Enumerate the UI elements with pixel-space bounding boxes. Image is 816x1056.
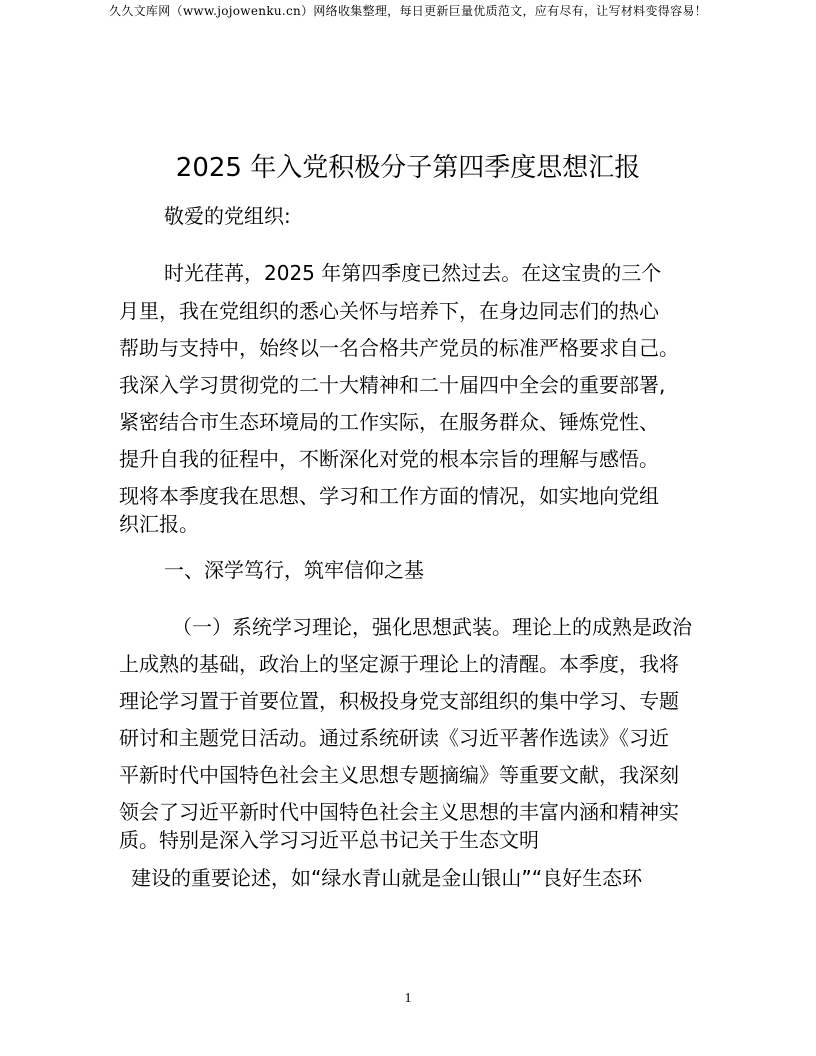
- paragraph-line: 上成熟的基础，政治上的坚定源于理论上的清醒。本季度，我将: [119, 652, 679, 676]
- paragraph-line: 时光荏苒，2025 年第四季度已然过去。在这宝贵的三个: [164, 261, 662, 285]
- salutation: 敬爱的党组织:: [164, 204, 291, 228]
- paragraph-line: 领会了习近平新时代中国特色社会主义思想的丰富内涵和精神实: [119, 800, 679, 824]
- paragraph-line: 研讨和主题党日活动。通过系统研读《习近平著作选读》《习近: [119, 726, 669, 750]
- paragraph-line: 织汇报。: [119, 512, 199, 536]
- paragraph-line: 现将本季度我在思想、学习和工作方面的情况，如实地向党组: [119, 484, 659, 508]
- paragraph-line: 理论学习置于首要位置，积极投身党支部组织的集中学习、专题: [119, 689, 679, 713]
- document-title: 2025 年入党积极分子第四季度思想汇报: [175, 153, 641, 183]
- page-number: 1: [404, 991, 412, 1006]
- paragraph-line: 月里，我在党组织的悉心关怀与培养下，在身边同志们的热心: [119, 299, 659, 323]
- paragraph-line: 我深入学习贯彻党的二十大精神和二十届四中全会的重要部署,: [119, 373, 666, 397]
- subsection-heading-line: （一）系统学习理论，强化思想武装。理论上的成熟是政治: [172, 615, 692, 639]
- section-heading: 一、深学笃行，筑牢信仰之基: [164, 558, 424, 582]
- paragraph-line: 质。特别是深入学习习近平总书记关于生态文明: [119, 828, 539, 852]
- paragraph-line: 提升自我的征程中，不断深化对党的根本宗旨的理解与感悟。: [119, 447, 659, 471]
- paragraph-line: 帮助与支持中，始终以一名合格共产党员的标准严格要求自己。: [119, 336, 679, 360]
- paragraph-line: 平新时代中国特色社会主义思想专题摘编》等重要文献，我深刻: [119, 763, 679, 787]
- paragraph-line: 紧密结合市生态环境局的工作实际，在服务群众、锤炼党性、: [119, 410, 659, 434]
- paragraph-line: 建设的重要论述，如“绿水青山就是金山银山”“良好生态环: [131, 866, 643, 890]
- site-header-notice: 久久文库网（www.jojowenku.cn）网络收集整理，每日更新巨量优质范文，应有尽有，让写材料变得容易！: [109, 4, 707, 18]
